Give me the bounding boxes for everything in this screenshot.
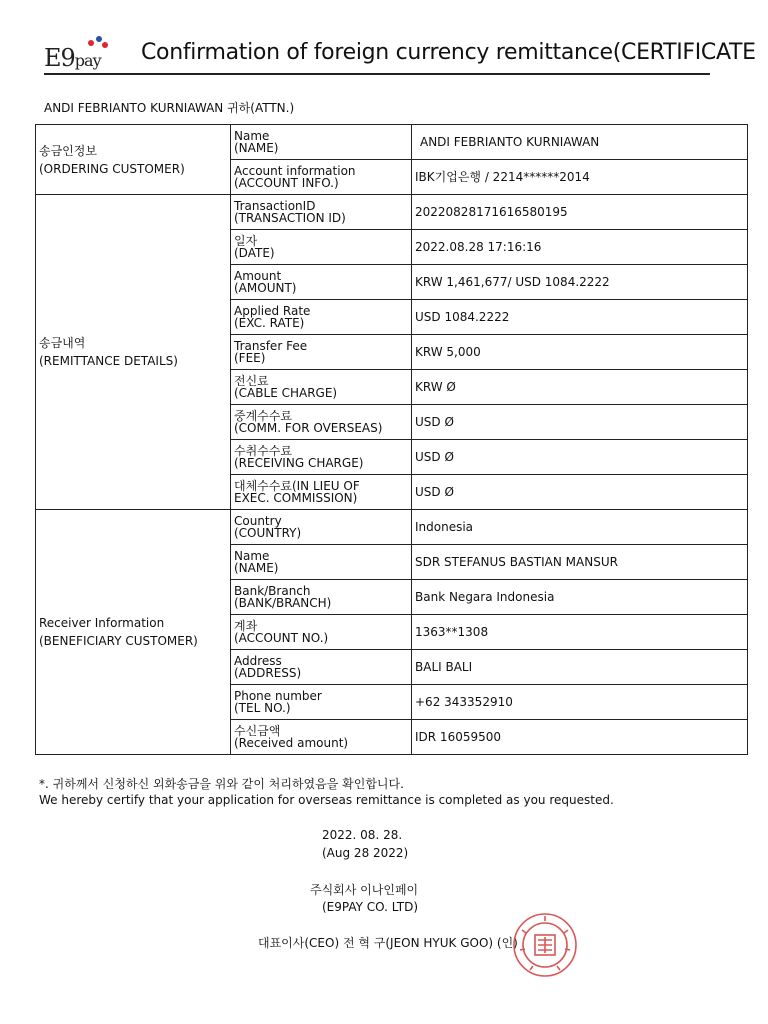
section-label: 송금내역 (39, 336, 86, 350)
table-row (36, 195, 748, 230)
field-value: Bank Negara Indonesia (412, 580, 748, 615)
field-label: Amount (234, 269, 282, 283)
field-value: USD 1084.2222 (412, 300, 748, 335)
field-label: (EXC. RATE) (234, 316, 305, 330)
field-label: (BANK/BRANCH) (234, 596, 332, 610)
field-label: (DATE) (234, 246, 275, 260)
logo-red-dot-2 (102, 42, 108, 48)
field-value: USD Ø (412, 440, 748, 475)
e9pay-logo (44, 36, 114, 74)
field-label: (COUNTRY) (234, 526, 302, 540)
field-label-cell (231, 125, 412, 160)
company-seal-stamp (510, 910, 580, 980)
certify-note-english: We hereby certify that your application for overseas remittance is completed as you requested. (39, 793, 614, 807)
issue-date-english: (Aug 28 2022) (322, 846, 409, 860)
logo-sub: pay (74, 51, 101, 70)
field-value: 1363**1308 (412, 615, 748, 650)
table-row (36, 510, 748, 545)
field-label: (RECEIVING CHARGE) (234, 456, 364, 470)
field-label-cell (231, 615, 412, 650)
field-label-cell (231, 685, 412, 720)
company-name-korean: 주식회사 이나인페이 (310, 883, 419, 897)
issue-date: 2022. 08. 28. (322, 828, 403, 842)
field-label-cell (231, 300, 412, 335)
field-value: KRW Ø (412, 370, 748, 405)
field-value: KRW 1,461,677/ USD 1084.2222 (412, 265, 748, 300)
section-label-cell (36, 510, 231, 755)
field-label: 중계수수료 (234, 409, 292, 423)
field-label-cell (231, 160, 412, 195)
field-value: 2022.08.28 17:16:16 (412, 230, 748, 265)
field-label-cell (231, 510, 412, 545)
section-label: (REMITTANCE DETAILS) (39, 354, 178, 368)
field-label: (CABLE CHARGE) (234, 386, 338, 400)
field-value: ANDI FEBRIANTO KURNIAWAN (412, 125, 748, 160)
field-label-cell (231, 335, 412, 370)
field-value: Indonesia (412, 510, 748, 545)
field-label: (ADDRESS) (234, 666, 302, 680)
field-value: USD Ø (412, 475, 748, 510)
field-label: 수취수수료 (234, 444, 292, 458)
field-label-cell (231, 475, 412, 510)
certificate-table (35, 124, 748, 755)
logo-text: E9 (44, 44, 75, 72)
title-divider (44, 73, 710, 75)
field-label: Name (234, 129, 270, 143)
field-label-cell (231, 545, 412, 580)
field-label: Transfer Fee (234, 339, 308, 353)
field-label: Account information (234, 164, 356, 178)
field-value: IDR 16059500 (412, 720, 748, 755)
field-label: (NAME) (234, 141, 279, 155)
field-label-cell (231, 405, 412, 440)
field-label: TransactionID (234, 199, 316, 213)
field-label: (AMOUNT) (234, 281, 297, 295)
field-value: USD Ø (412, 405, 748, 440)
field-label: (COMM. FOR OVERSEAS) (234, 421, 383, 435)
logo-blue-dot (96, 36, 102, 42)
field-value: KRW 5,000 (412, 335, 748, 370)
attention-line: ANDI FEBRIANTO KURNIAWAN 귀하(ATTN.) (44, 101, 295, 115)
field-value: IBK기업은행 / 2214******2014 (412, 160, 748, 195)
field-label: 대체수수료(IN LIEU OF (234, 479, 360, 493)
field-label: EXEC. COMMISSION) (234, 491, 358, 505)
field-label: Phone number (234, 689, 322, 703)
field-label-cell (231, 195, 412, 230)
field-label-cell (231, 580, 412, 615)
section-label: 송금인정보 (39, 143, 97, 158)
field-label-cell (231, 650, 412, 685)
certify-note-korean: *. 귀하께서 신청하신 외화송금을 위와 같이 처리하였음을 확인합니다. (39, 777, 404, 791)
section-label: (BENEFICIARY CUSTOMER) (39, 634, 198, 648)
field-label: 일자 (234, 234, 258, 248)
ceo-signature-line: 대표이사(CEO) 전 혁 구(JEON HYUK GOO) (인) (258, 936, 518, 950)
field-label: (ACCOUNT INFO.) (234, 176, 339, 190)
field-label-cell (231, 230, 412, 265)
field-value: +62 343352910 (412, 685, 748, 720)
field-label: (TRANSACTION ID) (234, 211, 346, 225)
field-label: Applied Rate (234, 304, 311, 318)
field-label-cell (231, 440, 412, 475)
table-row (36, 125, 748, 160)
field-label: (TEL NO.) (234, 701, 291, 715)
field-value: BALI BALI (412, 650, 748, 685)
section-label-cell (36, 125, 231, 195)
field-label: (NAME) (234, 561, 279, 575)
field-label: (FEE) (234, 351, 266, 365)
field-label: 전신료 (234, 374, 269, 388)
field-label: (Received amount) (234, 736, 349, 750)
field-label-cell (231, 720, 412, 755)
field-label: 계좌 (234, 619, 258, 633)
field-label: 수신금액 (234, 724, 281, 738)
field-label: Name (234, 549, 270, 563)
field-label: (ACCOUNT NO.) (234, 631, 329, 645)
field-label-cell (231, 265, 412, 300)
field-label: Bank/Branch (234, 584, 311, 598)
company-name-english: (E9PAY CO. LTD) (322, 900, 419, 914)
field-label: Country (234, 514, 282, 528)
section-label: Receiver Information (39, 616, 165, 630)
page-title: Confirmation of foreign currency remittance(CERTIFICATE (141, 40, 756, 65)
field-label: Address (234, 654, 282, 668)
field-value: SDR STEFANUS BASTIAN MANSUR (412, 545, 748, 580)
section-label-cell (36, 195, 231, 510)
field-value: 20220828171616580195 (412, 195, 748, 230)
section-label: (ORDERING CUSTOMER) (39, 161, 185, 176)
document-header (0, 0, 768, 80)
field-label-cell (231, 370, 412, 405)
